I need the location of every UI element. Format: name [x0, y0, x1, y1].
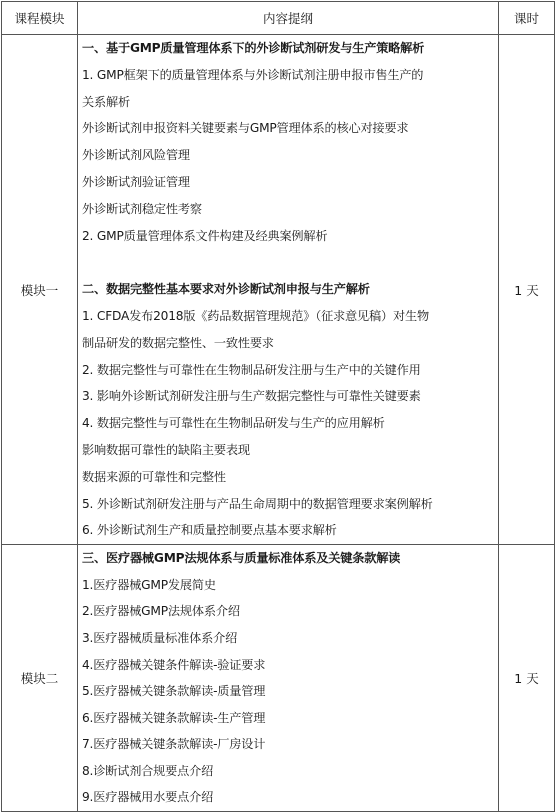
- module-hours: 1 天: [499, 545, 555, 812]
- outline-line: 5.医疗器械关键条款解读-质量管理: [82, 684, 266, 699]
- outline-line: 2. GMP质量管理体系文件构建及经典案例解析: [82, 228, 328, 243]
- module-row-2: [2, 545, 555, 812]
- outline-line: 2.医疗器械GMP法规体系介绍: [82, 604, 240, 619]
- outline-line: [82, 249, 498, 276]
- module-name: 模块一: [2, 35, 78, 545]
- section-heading: 二、数据完整性基本要求对外诊断试剂申报与生产解析: [82, 282, 370, 297]
- module-hours: 1 天: [499, 35, 555, 545]
- outline-line: 3. 影响外诊断试剂研发注册与生产数据完整性与可靠性关键要素: [82, 389, 421, 404]
- outline-line: 9.医疗器械用水要点介绍: [82, 790, 214, 805]
- outline-line: 4. 数据完整性与可靠性在生物制品研发与生产的应用解析: [82, 416, 385, 431]
- header-hours: 课时: [499, 2, 555, 35]
- section-heading: 三、医疗器械GMP法规体系与质量标准体系及关键条款解读: [82, 551, 401, 566]
- outline-line: 1. GMP框架下的质量管理体系与外诊断试剂注册申报市售生产的: [82, 67, 424, 82]
- outline-line: 外诊断试剂风险管理: [82, 148, 190, 163]
- module-name: 模块二: [2, 545, 78, 812]
- outline-line: 3.医疗器械质量标准体系介绍: [82, 630, 238, 645]
- header-content: 内容提纲: [78, 2, 499, 35]
- table-header-row: [2, 2, 555, 35]
- section-heading: 一、基于GMP质量管理体系下的外诊断试剂研发与生产策略解析: [82, 41, 425, 55]
- outline-line: 1.医疗器械GMP发展简史: [82, 577, 216, 592]
- outline-line: 5. 外诊断试剂研发注册与产品生命周期中的数据管理要求案例解析: [82, 496, 433, 511]
- outline-line: 6. 外诊断试剂生产和质量控制要点基本要求解析: [82, 523, 337, 538]
- outline-line: 1. CFDA发布2018版《药品数据管理规范》（征求意见稿）对生物: [82, 308, 429, 323]
- header-module: 课程模块: [2, 2, 78, 35]
- outline-line: 影响数据可靠性的缺陷主要表现: [82, 442, 250, 457]
- outline-line: 外诊断试剂稳定性考察: [82, 201, 202, 216]
- outline-line: 数据来源的可靠性和完整性: [82, 469, 226, 484]
- outline-line: 4.医疗器械关键条件解读-验证要求: [82, 657, 266, 672]
- outline-line: 制品研发的数据完整性、一致性要求: [82, 335, 274, 350]
- course-schedule-table: [1, 1, 555, 812]
- module-row-1: [2, 35, 555, 545]
- outline-line: 6.医疗器械关键条款解读-生产管理: [82, 710, 266, 725]
- outline-line: 关系解析: [82, 94, 130, 109]
- outline-line: 8.诊断试剂合规要点介绍: [82, 763, 214, 778]
- outline-line: 2. 数据完整性与可靠性在生物制品研发注册与生产中的关键作用: [82, 362, 421, 377]
- outline-line: 7.医疗器械关键条款解读-厂房设计: [82, 737, 266, 752]
- outline-line: 外诊断试剂申报资料关键要素与GMP管理体系的核心对接要求: [82, 121, 409, 136]
- outline-line: 外诊断试剂验证管理: [82, 174, 190, 189]
- module-content: [78, 545, 499, 812]
- module-content: [78, 35, 499, 545]
